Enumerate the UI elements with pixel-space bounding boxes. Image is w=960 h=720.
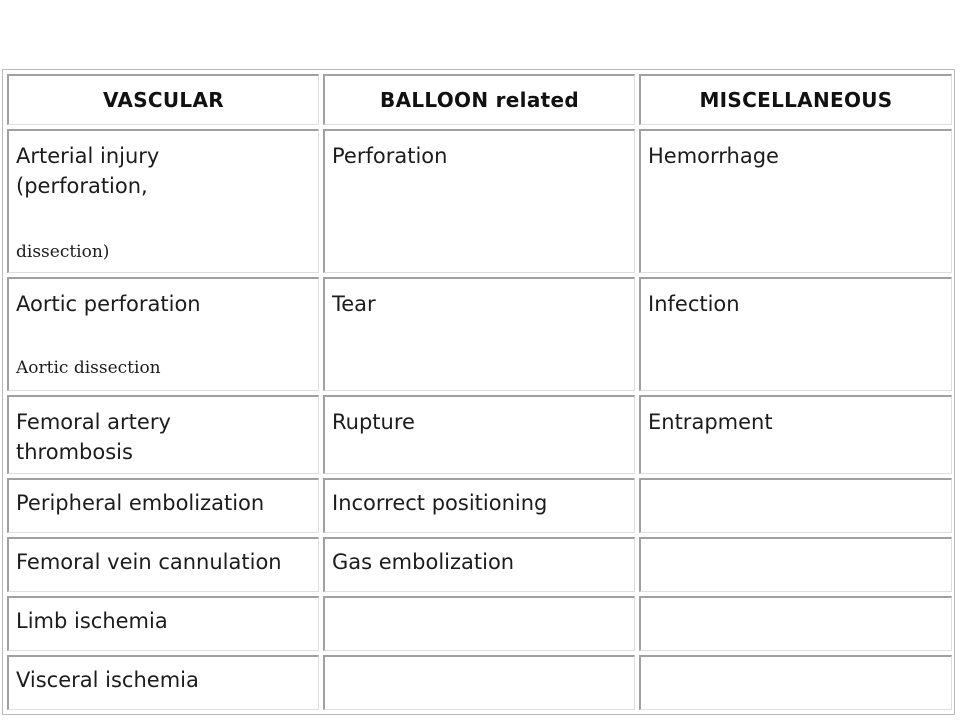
table-row-3-balloon	[323, 395, 635, 474]
table-row-1-balloon	[323, 129, 635, 273]
cell-text: Hemorrhage	[648, 144, 779, 168]
header-vascular-label: VASCULAR	[103, 88, 224, 112]
cell-text-serif: Aortic dissection	[16, 358, 161, 378]
header-miscellaneous-label: MISCELLANEOUS	[699, 88, 893, 112]
table-row-4-misc	[639, 478, 952, 533]
header-miscellaneous	[639, 74, 952, 125]
table-row-6-vascular	[7, 596, 319, 651]
table-row-5-misc	[639, 537, 952, 592]
cell-text: Femoral artery thrombosis	[16, 410, 171, 464]
cell-text: Gas embolization	[332, 550, 515, 574]
table-row-7-misc	[639, 655, 952, 710]
cell-text: Limb ischemia	[16, 609, 168, 633]
cell-text: Femoral vein cannulation	[16, 550, 282, 574]
table-row-6-misc	[639, 596, 952, 651]
cell-text: Arterial injury (perforation,	[16, 144, 160, 198]
cell-text: Entrapment	[648, 410, 773, 434]
header-vascular	[7, 74, 319, 125]
table-row-5-balloon	[323, 537, 635, 592]
cell-text: Visceral ischemia	[16, 668, 199, 692]
table-row-2-vascular	[7, 277, 319, 391]
cell-text: Peripheral embolization	[16, 491, 265, 515]
table-row-2-misc	[639, 277, 952, 391]
table-row-1-vascular	[7, 129, 319, 273]
table-row-4-vascular	[7, 478, 319, 533]
cell-text: Rupture	[332, 410, 415, 434]
cell-text: Infection	[648, 292, 740, 316]
cell-text-serif: dissection)	[16, 242, 110, 262]
header-balloon	[323, 74, 635, 125]
table-row-3-vascular	[7, 395, 319, 474]
table-row-4-balloon	[323, 478, 635, 533]
table-row-6-balloon	[323, 596, 635, 651]
cell-text: Perforation	[332, 144, 448, 168]
complications-table	[2, 69, 955, 715]
table-row-3-misc	[639, 395, 952, 474]
cell-text: Aortic perforation	[16, 292, 201, 316]
table-row-7-balloon	[323, 655, 635, 710]
cell-text: Tear	[332, 292, 376, 316]
cell-text: Incorrect positioning	[332, 491, 548, 515]
table-row-1-misc	[639, 129, 952, 273]
table-row-2-balloon	[323, 277, 635, 391]
table-row-5-vascular	[7, 537, 319, 592]
table-row-7-vascular	[7, 655, 319, 710]
header-balloon-label: BALLOON related	[380, 88, 579, 112]
